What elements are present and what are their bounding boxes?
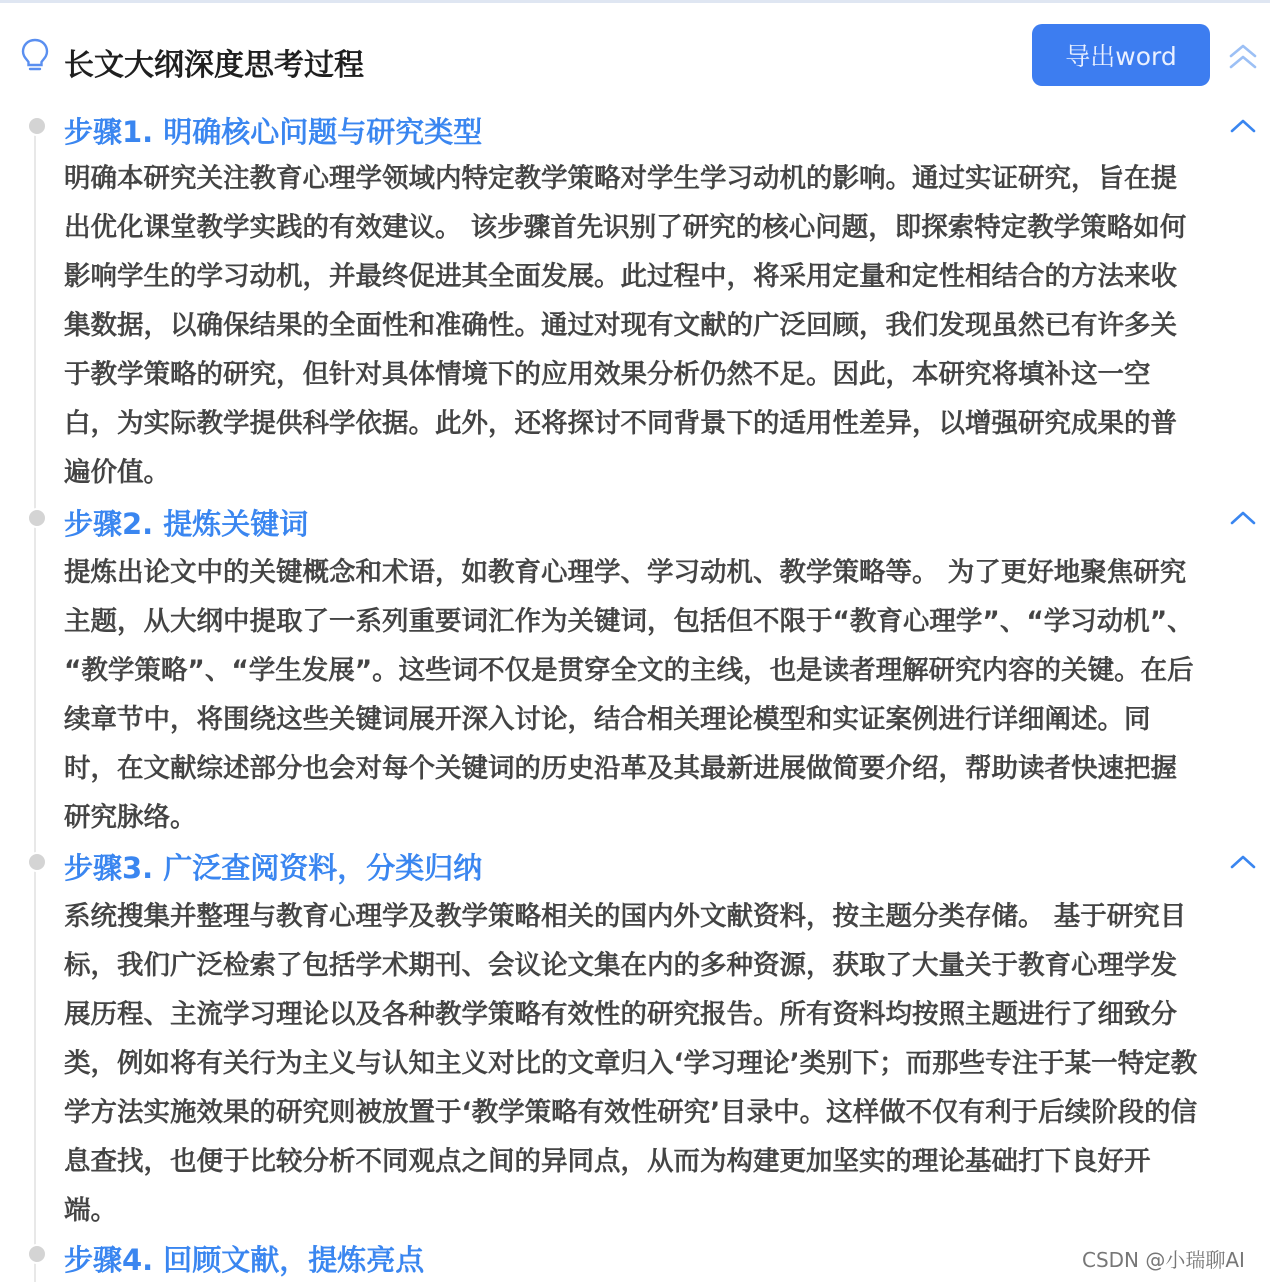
timeline-dot: [27, 852, 47, 872]
text-line: 主题，从大纲中提取了一系列重要词汇作为关键词，包括但不限于“教育心理学”、“学习动机”、: [64, 606, 1194, 637]
panel-title: 长文大纲深度思考过程: [64, 48, 364, 83]
text-line: 展历程、主流学习理论以及各种教学策略有效性的研究报告。所有资料均按照主题进行了细致分: [64, 999, 1177, 1030]
text-line: “教学策略”、“学生发展”。这些词不仅是贯穿全文的主线，也是读者理解研究内容的关键。在后: [64, 655, 1194, 686]
text-line: 提炼出论文中的关键概念和术语，如教育心理学、学习动机、教学策略等。 为了更好地聚焦研究: [64, 557, 1187, 588]
lightbulb-icon: [20, 38, 50, 74]
timeline-line: [34, 122, 36, 1282]
timeline-dot: [27, 1244, 47, 1264]
chevron-up-icon[interactable]: [1228, 508, 1258, 528]
double-chevron-up-icon[interactable]: [1226, 40, 1260, 74]
text-line: 遍价值。: [64, 457, 170, 488]
step-title[interactable]: 步骤4. 回顾文献，提炼亮点: [64, 1243, 425, 1277]
step-description: [64, 892, 1234, 1235]
text-line: 学方法实施效果的研究则被放置于‘教学策略有效性研究’目录中。这样做不仅有利于后续阶段的信: [64, 1097, 1198, 1128]
text-line: 影响学生的学习动机，并最终促进其全面发展。此过程中，将采用定量和定性相结合的方法来收: [64, 261, 1177, 292]
step-title[interactable]: 步骤3. 广泛查阅资料，分类归纳: [64, 851, 483, 885]
step-title[interactable]: 步骤2. 提炼关键词: [64, 507, 309, 541]
chevron-up-icon[interactable]: [1228, 852, 1258, 872]
text-line: 出优化课堂教学实践的有效建议。 该步骤首先识别了研究的核心问题，即探索特定教学策略如何: [64, 212, 1187, 243]
step-description: [64, 548, 1234, 842]
watermark: CSDN @小瑞聊AI: [1082, 1248, 1245, 1272]
text-line: 标，我们广泛检索了包括学术期刊、会议论文集在内的多种资源，获取了大量关于教育心理学发: [64, 950, 1177, 981]
timeline-dot: [27, 116, 47, 136]
panel-header: [0, 18, 1270, 98]
step-title[interactable]: 步骤1. 明确核心问题与研究类型: [64, 115, 483, 149]
export-word-button[interactable]: 导出word: [1032, 24, 1210, 86]
chevron-up-icon[interactable]: [1228, 116, 1258, 136]
text-line: 类，例如将有关行为主义与认知主义对比的文章归入‘学习理论’类别下；而那些专注于某一特定教: [64, 1048, 1198, 1079]
step-description: [64, 154, 1234, 497]
text-line: 息查找，也便于比较分析不同观点之间的异同点，从而为构建更加坚实的理论基础打下良好开: [64, 1146, 1151, 1177]
text-line: 时，在文献综述部分也会对每个关键词的历史沿革及其最新进展做简要介绍，帮助读者快速把握: [64, 753, 1177, 784]
text-line: 系统搜集并整理与教育心理学及教学策略相关的国内外文献资料，按主题分类存储。 基于研究目: [64, 901, 1187, 932]
text-line: 于教学策略的研究，但针对具体情境下的应用效果分析仍然不足。因此，本研究将填补这一空: [64, 359, 1151, 390]
text-line: 白，为实际教学提供科学依据。此外，还将探讨不同背景下的适用性差异，以增强研究成果的普: [64, 408, 1177, 439]
timeline-dot: [27, 508, 47, 528]
top-divider: [0, 0, 1270, 3]
text-line: 明确本研究关注教育心理学领域内特定教学策略对学生学习动机的影响。通过实证研究，旨在提: [64, 163, 1177, 194]
text-line: 研究脉络。: [64, 802, 197, 833]
text-line: 端。: [64, 1195, 117, 1226]
text-line: 集数据，以确保结果的全面性和准确性。通过对现有文献的广泛回顾，我们发现虽然已有许多关: [64, 310, 1177, 341]
text-line: 续章节中，将围绕这些关键词展开深入讨论，结合相关理论模型和实证案例进行详细阐述。同: [64, 704, 1151, 735]
